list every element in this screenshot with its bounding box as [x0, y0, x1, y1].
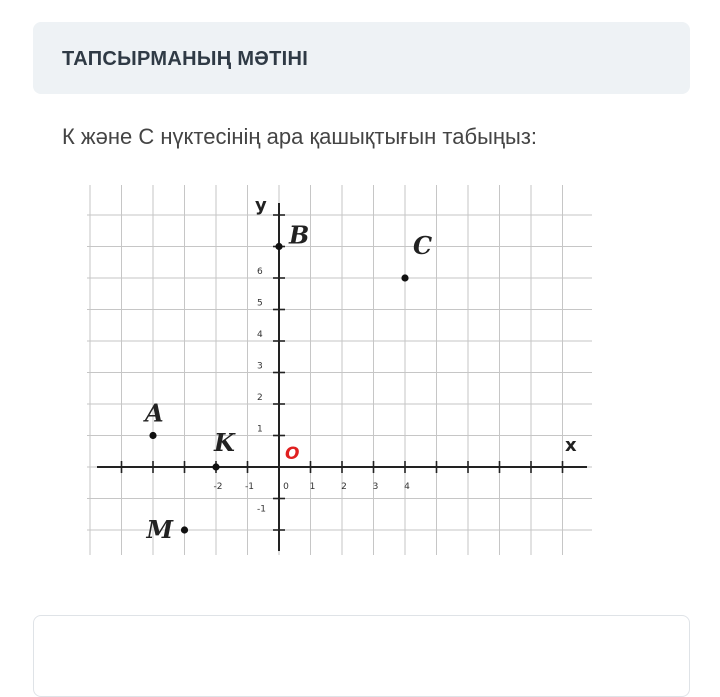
y-tick-label: -1 [257, 504, 266, 515]
x-tick-label: 3 [372, 482, 379, 492]
y-tick-label: 6 [257, 267, 263, 277]
x-tick-label: -1 [245, 482, 254, 492]
x-tick-label: -2 [213, 482, 223, 492]
x-axis-label: x [565, 435, 577, 456]
point-a [149, 432, 156, 439]
task-text: К және С нүктесінің ара қашықтығын табыңыз: [62, 124, 538, 149]
answer-input-area[interactable] [33, 615, 690, 697]
task-header-title: ТАПСЫРМАНЫҢ МӘТІНІ [62, 48, 309, 70]
point-b [275, 243, 282, 250]
coordinate-plane [87, 185, 592, 555]
origin-label: O [285, 444, 300, 464]
y-tick-label: 1 [257, 424, 263, 435]
x-tick-label: 0 [283, 482, 289, 492]
point-c [401, 274, 408, 281]
x-tick-label: 4 [404, 482, 410, 492]
point-label-a: A [145, 398, 164, 428]
point-k [212, 463, 219, 470]
x-tick-label: 2 [341, 482, 347, 492]
grid [87, 185, 592, 555]
x-tick-label: 1 [309, 482, 316, 492]
point-label-b: B [289, 220, 310, 250]
point-label-m: M [146, 515, 174, 544]
point-label-k: K [214, 428, 235, 457]
point-label-c: C [413, 231, 433, 260]
y-axis-label: y [255, 195, 267, 216]
point-m [181, 526, 188, 533]
coordinate-graph [87, 185, 592, 555]
task-header [33, 22, 690, 94]
y-tick-label: 5 [257, 298, 263, 309]
y-tick-label: 2 [257, 393, 263, 403]
y-tick-label: 3 [257, 361, 263, 372]
points [143, 221, 432, 545]
y-tick-label: 4 [257, 330, 263, 340]
